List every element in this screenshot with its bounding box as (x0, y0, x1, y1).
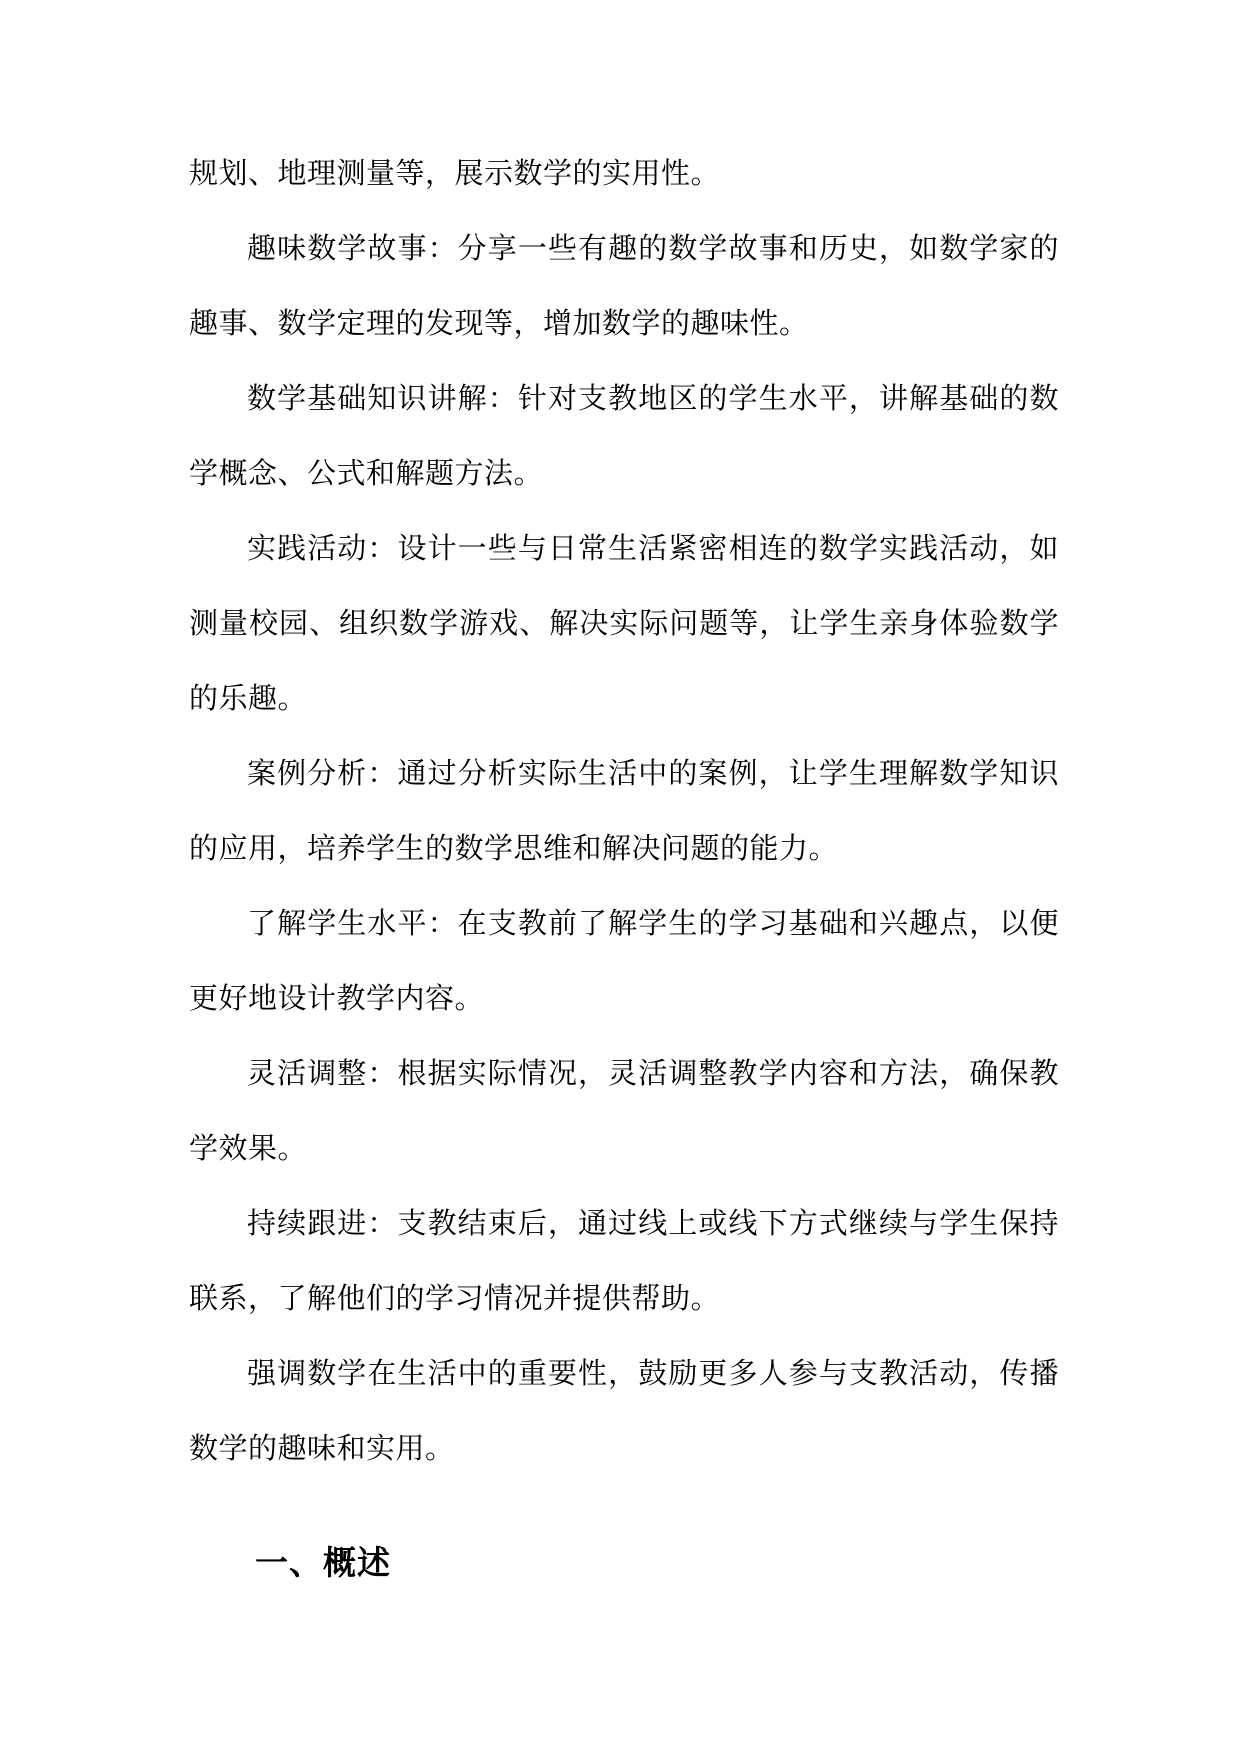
paragraph-follow-up: 持续跟进：支教结束后，通过线上或线下方式继续与学生保持联系，了解他们的学习情况并提供帮助。 (189, 1206, 1059, 1315)
paragraph-practice-activities: 实践活动：设计一些与日常生活紧密相连的数学实践活动，如测量校园、组织数学游戏、解决实际问题等，让学生亲身体验数学的乐趣。 (189, 531, 1059, 715)
paragraph-flexible-adjustment: 灵活调整：根据实际情况，灵活调整教学内容和方法，确保教学效果。 (189, 1056, 1059, 1165)
paragraph-emphasis: 强调数学在生活中的重要性，鼓励更多人参与支教活动，传播数学的趣味和实用。 (189, 1356, 1059, 1465)
section-heading: 一、概述 (255, 1543, 391, 1582)
paragraph-basic-knowledge: 数学基础知识讲解：针对支教地区的学生水平，讲解基础的数学概念、公式和解题方法。 (189, 381, 1059, 490)
paragraph-continuation: 规划、地理测量等，展示数学的实用性。 (189, 156, 721, 190)
paragraph-case-analysis: 案例分析：通过分析实际生活中的案例，让学生理解数学知识的应用，培养学生的数学思维和解决问题的能力。 (189, 756, 1059, 865)
paragraph-student-level: 了解学生水平：在支教前了解学生的学习基础和兴趣点，以便更好地设计教学内容。 (189, 906, 1059, 1015)
paragraph-math-stories: 趣味数学故事：分享一些有趣的数学故事和历史，如数学家的趣事、数学定理的发现等，增加数学的趣味性。 (189, 231, 1059, 340)
document-body (189, 136, 1059, 1486)
